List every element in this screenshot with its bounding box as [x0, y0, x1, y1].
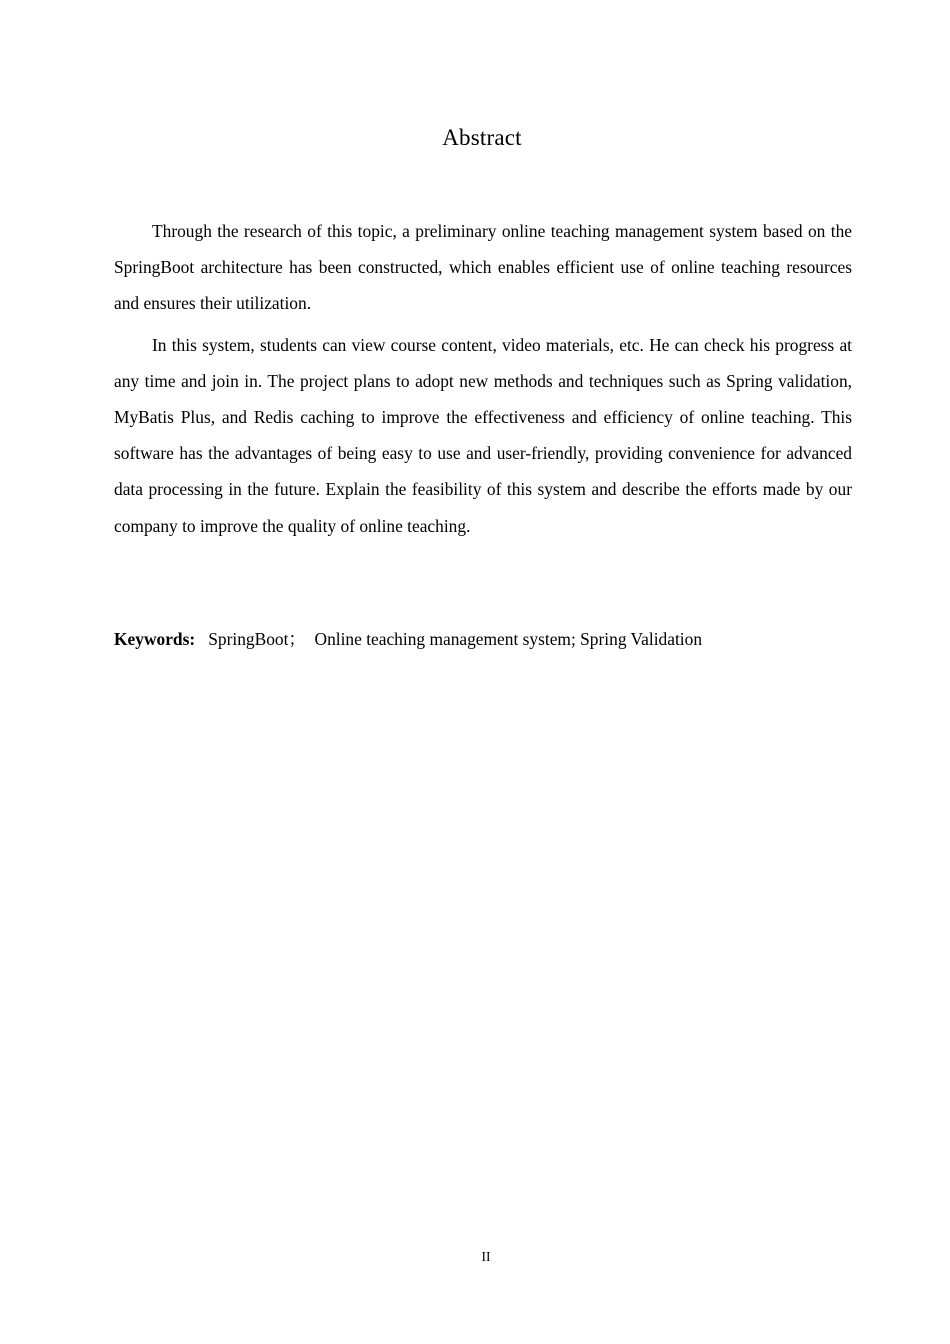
abstract-title: Abstract: [442, 125, 522, 150]
keywords-line: [114, 624, 852, 654]
abstract-paragraph-1: Through the research of this topic, a preliminary online teaching management system based on the SpringBoot architecture has been constructed, which enables efficient use of online teaching resources and ensures their utilization.: [114, 221, 852, 314]
abstract-body: [114, 213, 852, 544]
abstract-paragraph-2: In this system, students can view course content, video materials, etc. He can check his progress at any time and join in. The project plans to adopt new methods and techniques such as Spring validation, MyBatis Plus, and Redis caching to improve the effectiveness and efficiency of online teaching. This software has the advantages of being easy to use and user-friendly, providing convenience for advanced data processing in the future. Explain the feasibility of this system and describe the efforts made by our company to improve the quality of online teaching.: [114, 334, 852, 536]
keywords-value: SpringBoot； Online teaching management system; Spring Validation: [208, 629, 703, 649]
page-number: II: [481, 1249, 491, 1264]
keywords-separator: [200, 629, 204, 649]
keywords-label: Keywords:: [114, 629, 196, 649]
